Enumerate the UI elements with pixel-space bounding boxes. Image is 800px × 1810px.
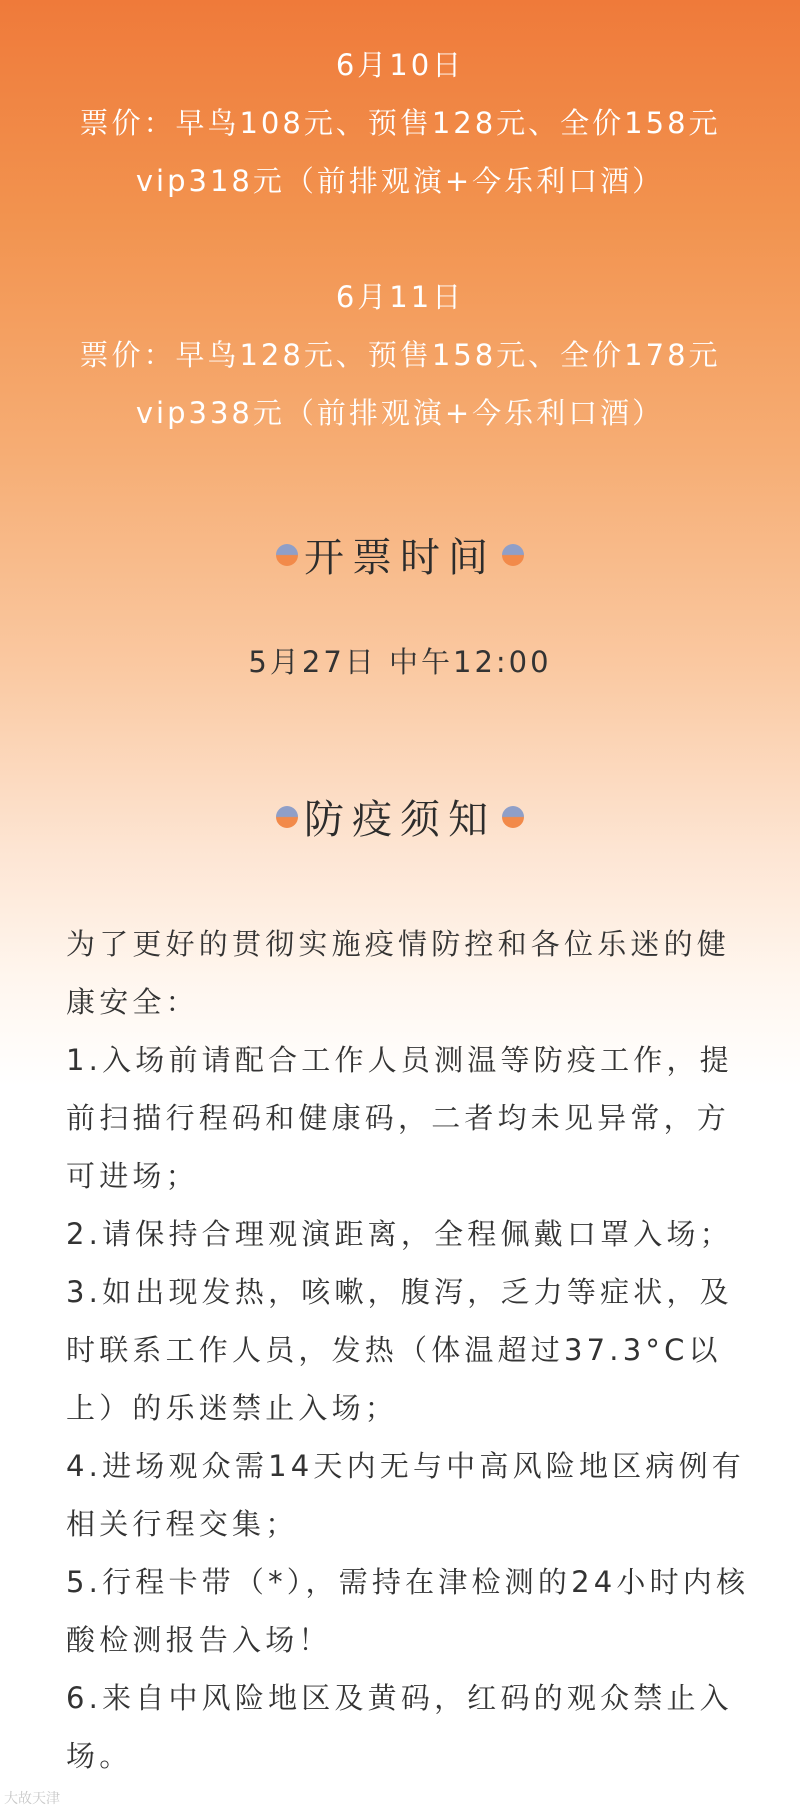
- notice-item: 2.请保持合理观演距离，全程佩戴口罩入场；: [66, 1217, 733, 1251]
- price-block-jun10: [0, 36, 800, 210]
- sale-heading: [0, 526, 800, 583]
- price-vip-line: vip318元（前排观演+今乐利口酒）: [135, 164, 665, 198]
- watermark: 大故天津: [4, 1791, 60, 1807]
- price-vip-line: vip338元（前排观演+今乐利口酒）: [135, 396, 665, 430]
- notice-heading: [0, 788, 800, 845]
- notice-body: [66, 915, 750, 1785]
- circle-dot-icon: [502, 806, 524, 828]
- circle-dot-icon: [276, 806, 298, 828]
- sale-time: 5月27日 中午12:00: [248, 645, 552, 679]
- price-date: 6月10日: [335, 48, 465, 82]
- price-line: 票价：早鸟128元、预售158元、全价178元: [79, 338, 721, 372]
- notice-item: 1.入场前请配合工作人员测温等防疫工作，提前扫描行程码和健康码，二者均未见异常，方可进场；: [66, 1043, 733, 1193]
- notice-item: 6.来自中风险地区及黄码，红码的观众禁止入场。: [66, 1681, 733, 1773]
- notice-heading-title: 防疫须知: [304, 797, 496, 843]
- circle-dot-icon: [502, 544, 524, 566]
- notice-item: 3.如出现发热，咳嗽，腹泻，乏力等症状，及时联系工作人员，发热（体温超过37.3°C以上）的乐迷禁止入场；: [66, 1275, 733, 1425]
- price-line: 票价：早鸟108元、预售128元、全价158元: [79, 106, 721, 140]
- price-block-jun11: [0, 268, 800, 442]
- circle-dot-icon: [276, 544, 298, 566]
- notice-intro: 为了更好的贯彻实施疫情防控和各位乐迷的健康安全：: [66, 927, 731, 1019]
- notice-item: 4.进场观众需14天内无与中高风险地区病例有相关行程交集；: [66, 1449, 745, 1541]
- notice-item: 5.行程卡带（*），需持在津检测的24小时内核酸检测报告入场！: [66, 1565, 750, 1657]
- sale-heading-title: 开票时间: [304, 535, 496, 581]
- price-date: 6月11日: [335, 280, 465, 314]
